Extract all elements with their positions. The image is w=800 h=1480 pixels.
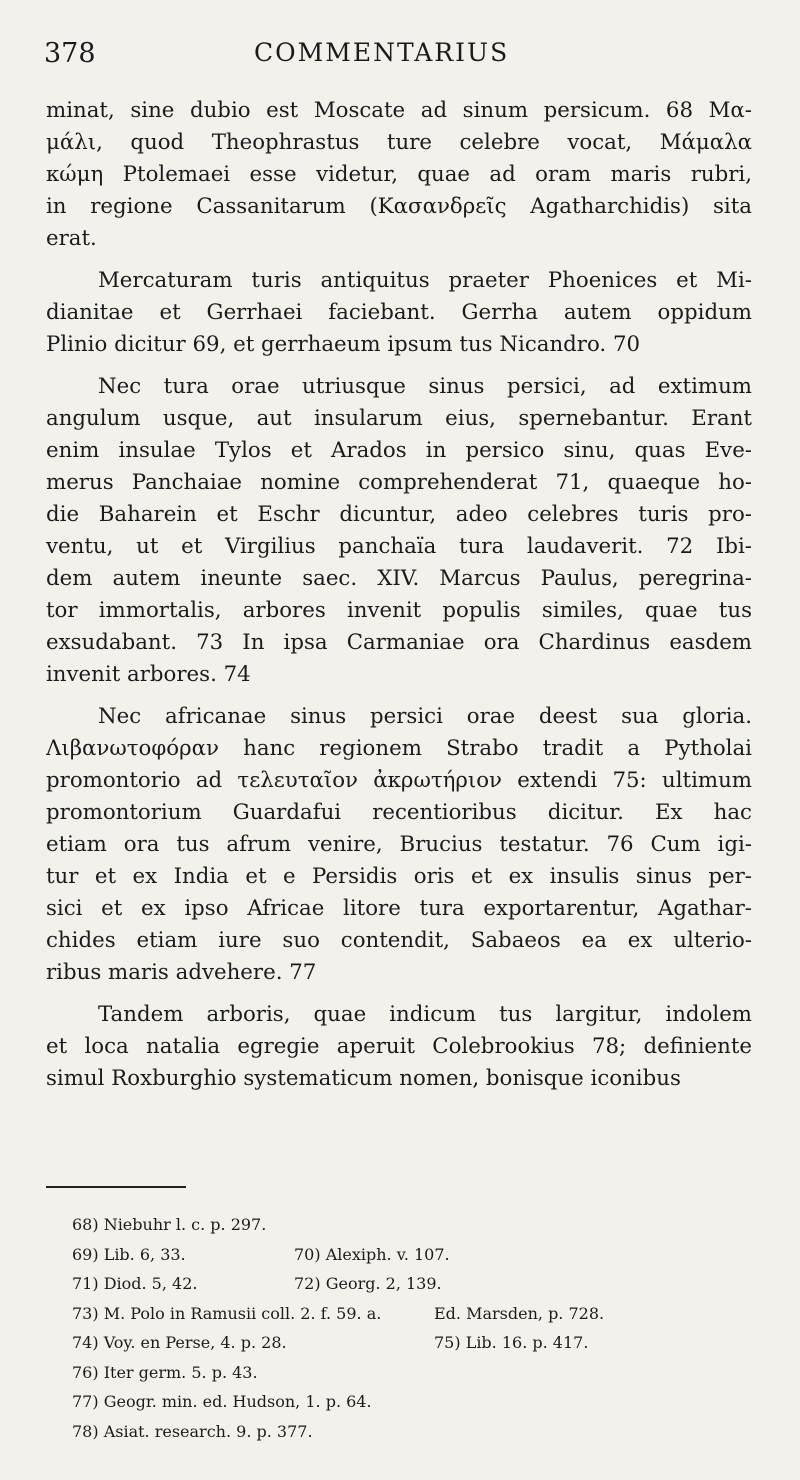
text-line: et loca natalia egregie aperuit Colebrookius 78; definiente xyxy=(46,1034,752,1059)
text-line: simul Roxburghio systematicum nomen, bonisque iconibus xyxy=(46,1066,681,1091)
text-line: promontorium Guardafui recentioribus dicitur. Ex hac xyxy=(46,800,752,825)
text-line: exsudabant. 73 In ipsa Carmaniae ora Chardinus easdem xyxy=(46,630,752,655)
footnote-row xyxy=(72,1210,772,1240)
footnote-divider xyxy=(46,1186,186,1188)
text-line: in regione Cassanitarum (Κασανδρεῖς Agatharchidis) sita xyxy=(46,194,752,219)
footnote-entry: 71) Diod. 5, 42. xyxy=(72,1274,198,1293)
text-line: dem autem ineunte saec. XIV. Marcus Paulus, peregrina- xyxy=(46,566,752,591)
text-line: die Baharein et Eschr dicuntur, adeo celebres turis pro- xyxy=(46,502,752,527)
text-line: sici et ex ipso Africae litore tura exportarentur, Agathar- xyxy=(46,896,752,921)
footnote-entry: 72) Georg. 2, 139. xyxy=(294,1274,442,1293)
text-line: enim insulae Tylos et Arados in persico sinu, quas Eve- xyxy=(46,438,752,463)
footnote-entry: Ed. Marsden, p. 728. xyxy=(434,1303,605,1323)
text-line: Plinio dicitur 69, et gerrhaeum ipsum tus Nicandro. 70 xyxy=(46,332,641,357)
footnote-row xyxy=(72,1240,772,1270)
text-line: Tandem arboris, quae indicum tus largitur, indolem xyxy=(98,1002,752,1027)
footnote-row xyxy=(72,1328,772,1358)
text-line: Nec tura orae utriusque sinus persici, ad extimum xyxy=(98,374,752,399)
page-number: 378 xyxy=(44,38,96,69)
page-header xyxy=(44,38,752,78)
paragraph-gap xyxy=(46,691,752,701)
footnote-entry: 78) Asiat. research. 9. p. 377. xyxy=(72,1421,313,1441)
footnote-row xyxy=(72,1299,772,1329)
text-line: invenit arbores. 74 xyxy=(46,662,251,687)
text-line: merus Panchaiae nomine comprehenderat 71, quaeque ho- xyxy=(46,470,752,495)
text-line: κώμη Ptolemaei esse videtur, quae ad oram maris rubri, xyxy=(46,162,752,187)
footnote-row xyxy=(72,1358,772,1388)
running-head: COMMENTARIUS xyxy=(254,38,510,67)
footnote-entry: 73) M. Polo in Ramusii coll. 2. f. 59. a. xyxy=(72,1303,382,1323)
footnote-entry: 75) Lib. 16. p. 417. xyxy=(434,1333,589,1352)
footnote-entry: 69) Lib. 6, 33. xyxy=(72,1244,186,1264)
text-line: ventu, ut et Virgilius panchaïa tura laudaverit. 72 Ibi- xyxy=(46,534,752,559)
text-line: Mercaturam turis antiquitus praeter Phoenices et Mi- xyxy=(98,268,752,293)
footnote-row xyxy=(72,1387,772,1417)
text-line: tor immortalis, arbores invenit populis similes, quae tus xyxy=(46,598,752,623)
main-text xyxy=(46,95,752,1095)
text-line: μάλι, quod Theophrastus ture celebre vocat, Μάμαλα xyxy=(46,130,752,155)
footnote-row xyxy=(72,1269,772,1299)
text-line: erat. xyxy=(46,226,97,251)
text-line: chides etiam iure suo contendit, Sabaeos ea ex ulterio- xyxy=(46,928,752,953)
paragraph-gap xyxy=(46,255,752,265)
text-line: dianitae et Gerrhaei faciebant. Gerrha autem oppidum xyxy=(46,300,752,325)
text-line: Λιβανωτοφόραν hanc regionem Strabo tradit a Pytholai xyxy=(46,736,752,761)
text-line: Nec africanae sinus persici orae deest sua gloria. xyxy=(98,704,752,729)
footnote-row xyxy=(72,1417,772,1447)
paragraph-gap xyxy=(46,361,752,371)
footnote-entry: 68) Niebuhr l. c. p. 297. xyxy=(72,1215,267,1234)
footnote-entry: 74) Voy. en Perse, 4. p. 28. xyxy=(72,1333,287,1352)
footnote-entry: 77) Geogr. min. ed. Hudson, 1. p. 64. xyxy=(72,1392,372,1411)
footnote-entry: 70) Alexiph. v. 107. xyxy=(294,1244,450,1264)
text-line: promontorio ad τελευταῖον ἀκρωτήριον extendi 75: ultimum xyxy=(46,768,752,793)
text-line: angulum usque, aut insularum eius, spernebantur. Erant xyxy=(46,406,752,431)
paragraph-gap xyxy=(46,989,752,999)
footnotes xyxy=(72,1210,772,1446)
footnote-entry: 76) Iter germ. 5. p. 43. xyxy=(72,1362,258,1382)
text-line: etiam ora tus afrum venire, Brucius testatur. 76 Cum igi- xyxy=(46,832,752,857)
text-line: ribus maris advehere. 77 xyxy=(46,960,317,985)
text-line: minat, sine dubio est Moscate ad sinum persicum. 68 Μα- xyxy=(46,98,752,123)
text-line: tur et ex India et e Persidis oris et ex insulis sinus per- xyxy=(46,864,752,889)
